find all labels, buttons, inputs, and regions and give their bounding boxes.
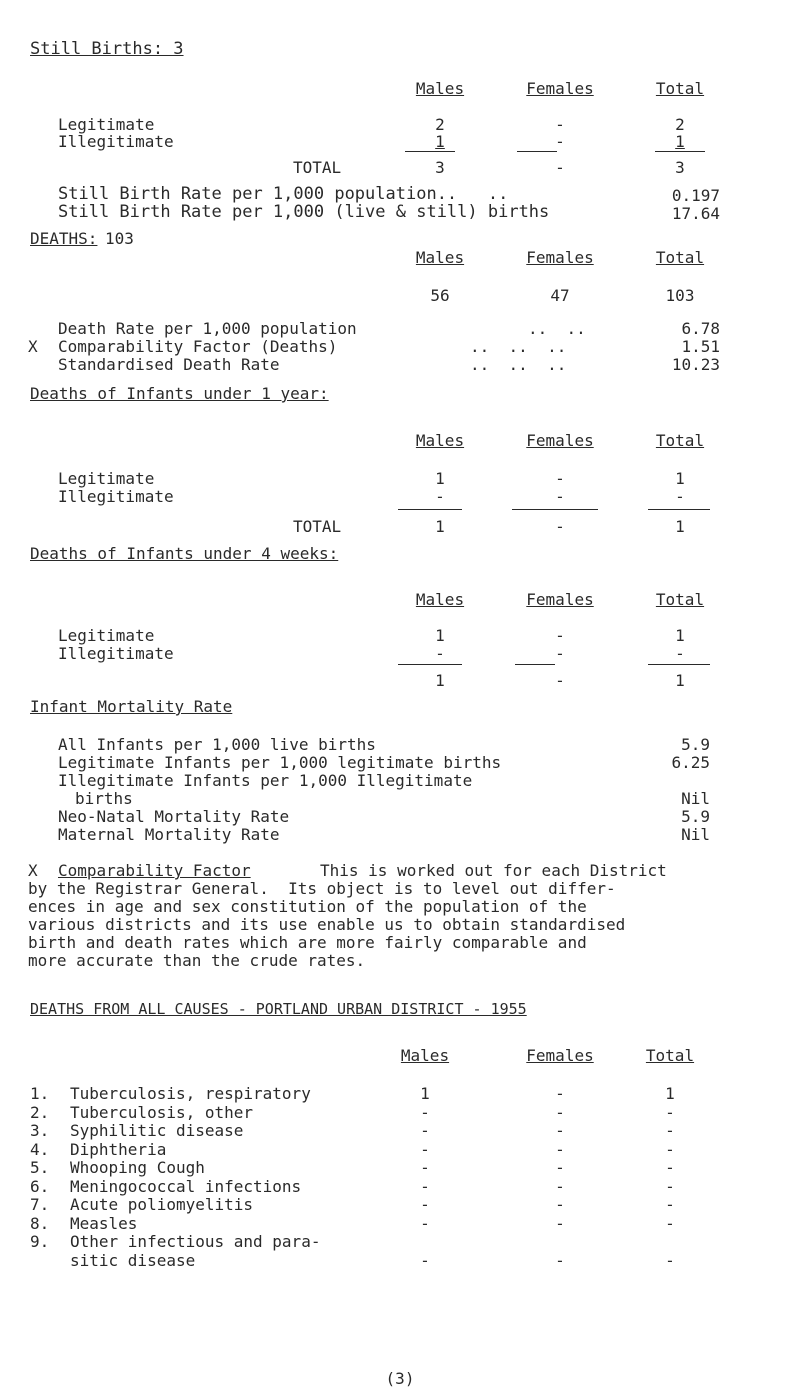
- column-header-total: Total: [655, 248, 705, 267]
- cause-males: 1: [420, 1084, 430, 1103]
- cause-number: 9.: [30, 1232, 50, 1251]
- rate-label: Maternal Mortality Rate: [58, 825, 280, 844]
- cause-males: -: [420, 1213, 430, 1233]
- subtotal-rule: [515, 664, 555, 665]
- cause-label: Measles: [70, 1213, 138, 1233]
- rate-label: Legitimate Infants per 1,000 legitimate births: [58, 753, 502, 772]
- section-heading-infants-4wk: Deaths of Infants under 4 weeks:: [30, 544, 339, 563]
- rate-value: 5.9: [681, 735, 710, 754]
- still-birth-rate-population-label: Still Birth Rate per 1,000 population.. ..: [58, 184, 509, 204]
- cause-males: -: [420, 1250, 430, 1270]
- row-label: Illegitimate: [58, 487, 174, 506]
- cause-total: -: [665, 1176, 675, 1196]
- cell-total: 2: [675, 115, 685, 134]
- cell-males: -: [435, 644, 445, 663]
- column-header-females: Females: [526, 248, 594, 267]
- section-heading-infants-1yr: Deaths of Infants under 1 year:: [30, 384, 329, 403]
- cause-number: 7.: [30, 1195, 50, 1214]
- total-label: TOTAL: [293, 517, 342, 536]
- column-header-males: Males: [415, 248, 465, 267]
- cell-total: 1: [675, 469, 685, 488]
- subtotal-rule: [517, 151, 557, 152]
- standardised-death-rate-value: 10.23: [671, 355, 720, 374]
- cell-total: 1: [675, 626, 685, 645]
- cause-number: 3.: [30, 1121, 50, 1140]
- subtotal-rule: [405, 151, 455, 152]
- rate-value: Nil: [681, 789, 710, 808]
- cause-label: Syphilitic disease: [70, 1121, 244, 1140]
- cause-label: sitic disease: [70, 1250, 196, 1270]
- deaths-males: 56: [430, 286, 450, 305]
- rate-label: All Infants per 1,000 live births: [58, 735, 376, 754]
- total-label: TOTAL: [293, 158, 342, 177]
- rate-value: 6.25: [671, 753, 710, 772]
- cause-total: -: [665, 1195, 675, 1214]
- cause-number: 2.: [30, 1102, 50, 1122]
- column-header-females: Females: [526, 431, 594, 450]
- cause-males: -: [420, 1195, 430, 1214]
- cause-label: Tuberculosis, respiratory: [70, 1084, 311, 1103]
- footnote-line: more accurate than the crude rates.: [28, 951, 366, 970]
- rate-label: births: [75, 789, 133, 808]
- cause-males: -: [420, 1176, 430, 1196]
- row-label: Illegitimate: [58, 644, 174, 663]
- cause-females: -: [555, 1213, 565, 1233]
- footnote-term: Comparability Factor: [58, 861, 251, 880]
- column-header-females: Females: [526, 1046, 594, 1065]
- footnote-mark: X: [28, 337, 38, 356]
- rate-value: 5.9: [681, 807, 710, 826]
- cause-label: Other infectious and para-: [70, 1232, 321, 1251]
- cause-females: -: [555, 1139, 565, 1159]
- section-heading-still-births: Still Births: 3: [30, 39, 184, 59]
- cause-males: -: [420, 1139, 430, 1159]
- cause-number: 8.: [30, 1213, 50, 1233]
- rate-value: Nil: [681, 825, 710, 844]
- section-heading-infant-mortality: Infant Mortality Rate: [30, 697, 233, 716]
- cell-females: -: [555, 644, 565, 663]
- cause-females: -: [555, 1102, 565, 1122]
- still-birth-rate-births-value: 17.64: [671, 204, 720, 223]
- column-header-males: Males: [415, 79, 465, 98]
- cell-females: -: [555, 487, 565, 506]
- cause-females: -: [555, 1121, 565, 1140]
- cause-females: -: [555, 1195, 565, 1214]
- total-females: -: [555, 158, 565, 177]
- comparability-factor-label: Comparability Factor (Deaths): [58, 337, 338, 356]
- cause-label: Tuberculosis, other: [70, 1102, 254, 1122]
- total-total: 3: [675, 158, 685, 177]
- total-total: 1: [675, 671, 685, 690]
- standardised-death-rate-label: Standardised Death Rate: [58, 355, 280, 374]
- deaths-heading: DEATHS:: [30, 229, 98, 248]
- column-header-males: Males: [415, 590, 465, 609]
- rate-label: Illegitimate Infants per 1,000 Illegitimate: [58, 771, 473, 790]
- deaths-females: 47: [550, 286, 570, 305]
- death-rate-value: 6.78: [681, 319, 720, 338]
- cause-number: 1.: [30, 1084, 50, 1103]
- page-number: (3): [385, 1369, 415, 1388]
- deaths-total: 103: [665, 286, 695, 305]
- subtotal-rule: [398, 509, 462, 510]
- cell-males: -: [435, 487, 445, 506]
- deaths-count: 103: [105, 229, 134, 248]
- row-label: Legitimate: [58, 115, 155, 134]
- footnote-line: various districts and its use enable us to obtain standardised: [28, 915, 626, 934]
- death-rate-label: Death Rate per 1,000 population: [58, 319, 357, 338]
- cause-females: -: [555, 1158, 565, 1177]
- cell-males: 1: [435, 469, 445, 488]
- subtotal-rule: [655, 151, 705, 152]
- total-females: -: [555, 517, 565, 536]
- cause-males: -: [420, 1102, 430, 1122]
- column-header-total: Total: [655, 590, 705, 609]
- cell-total: -: [675, 487, 685, 506]
- column-header-total: Total: [655, 431, 705, 450]
- cell-females: -: [555, 626, 565, 645]
- cause-total: 1: [665, 1084, 675, 1103]
- total-females: -: [555, 671, 565, 690]
- column-header-males: Males: [415, 431, 465, 450]
- total-males: 1: [435, 671, 445, 690]
- cause-number: 6.: [30, 1176, 50, 1196]
- cause-females: -: [555, 1084, 565, 1103]
- column-header-females: Females: [526, 79, 594, 98]
- cell-males: 2: [435, 115, 445, 134]
- cause-label: Diphtheria: [70, 1139, 167, 1159]
- row-label: Legitimate: [58, 626, 155, 645]
- cause-total: -: [665, 1139, 675, 1159]
- cause-label: Meningococcal infections: [70, 1176, 302, 1196]
- still-birth-rate-births-label: Still Birth Rate per 1,000 (live & still) births: [58, 202, 550, 222]
- column-header-males: Males: [400, 1046, 450, 1065]
- leader-dots: .. ..: [528, 319, 586, 338]
- cell-males: 1: [435, 626, 445, 645]
- footnote-line: This is worked out for each District: [320, 861, 667, 880]
- column-header-total: Total: [655, 79, 705, 98]
- total-males: 1: [435, 517, 445, 536]
- total-males: 3: [435, 158, 445, 177]
- row-label: Legitimate: [58, 469, 155, 488]
- cause-males: -: [420, 1121, 430, 1140]
- footnote-line: birth and death rates which are more fairly comparable and: [28, 933, 587, 952]
- cause-males: -: [420, 1158, 430, 1177]
- cell-females: -: [555, 469, 565, 488]
- cause-number: 4.: [30, 1139, 50, 1159]
- cause-total: -: [665, 1213, 675, 1233]
- cause-label: Acute poliomyelitis: [70, 1195, 254, 1214]
- cause-total: -: [665, 1121, 675, 1140]
- leader-dots: .. .. ..: [470, 355, 567, 374]
- cell-males: 1: [435, 132, 445, 151]
- rate-label: Neo-Natal Mortality Rate: [58, 807, 290, 826]
- still-birth-rate-population-value: 0.197: [671, 186, 720, 205]
- cell-females: -: [555, 115, 565, 134]
- subtotal-rule: [398, 664, 462, 665]
- subtotal-rule: [648, 509, 710, 510]
- column-header-females: Females: [526, 590, 594, 609]
- comparability-factor-value: 1.51: [681, 337, 720, 356]
- section-heading-causes: DEATHS FROM ALL CAUSES - PORTLAND URBAN DISTRICT - 1955: [30, 1000, 527, 1018]
- cause-number: 5.: [30, 1158, 50, 1177]
- footnote-line: ences in age and sex constitution of the population of the: [28, 897, 587, 916]
- cell-females: -: [555, 132, 565, 151]
- cause-total: -: [665, 1102, 675, 1122]
- cause-total: -: [665, 1158, 675, 1177]
- cause-total: -: [665, 1250, 675, 1270]
- cause-females: -: [555, 1176, 565, 1196]
- subtotal-rule: [648, 664, 710, 665]
- subtotal-rule: [512, 509, 598, 510]
- column-header-total: Total: [645, 1046, 695, 1065]
- leader-dots: .. .. ..: [470, 337, 567, 356]
- cell-total: 1: [675, 132, 685, 151]
- row-label: Illegitimate: [58, 132, 174, 151]
- cell-total: -: [675, 644, 685, 663]
- cause-females: -: [555, 1250, 565, 1270]
- footnote-line: by the Registrar General. Its object is to level out differ-: [28, 879, 616, 898]
- cause-label: Whooping Cough: [70, 1158, 205, 1177]
- total-total: 1: [675, 517, 685, 536]
- footnote-mark: X: [28, 861, 38, 880]
